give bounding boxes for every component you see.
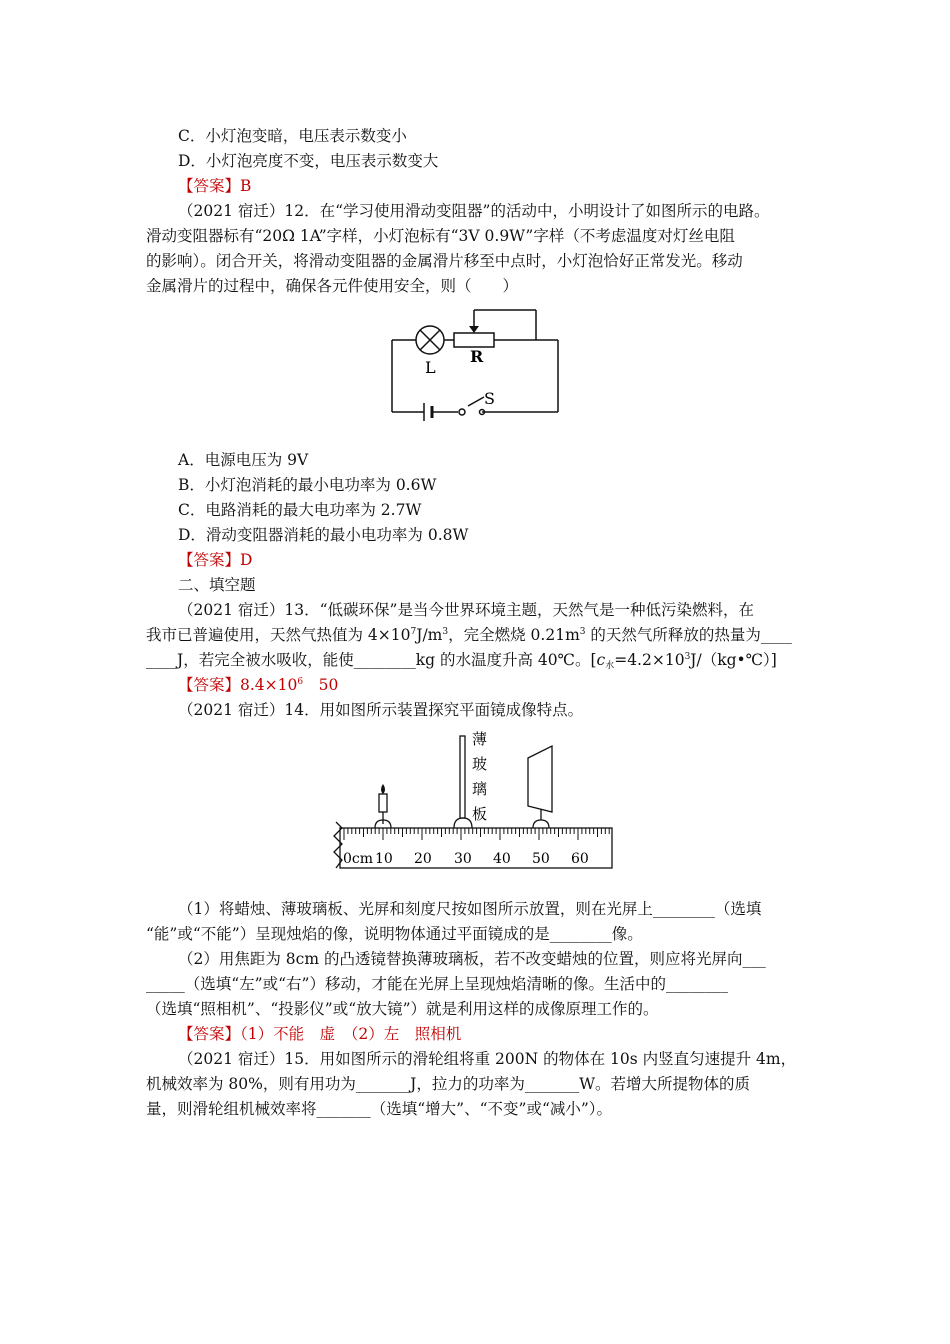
ruler-tick-40: 40 bbox=[493, 851, 511, 867]
glass-label-char-3: 璃 bbox=[472, 780, 488, 798]
q13-stem-line3: ____J，若完全被水吸收，能使________kg 的水温度升高 40℃。$[c_水=4.2\times 10^3J/(kg•℃)]$ bbox=[146, 651, 777, 671]
q12-stem-line1: （2021 宿迁）12．在“学习使用滑动变阻器”的活动中，小明设计了如图所示的电路。 bbox=[178, 202, 770, 220]
section-heading: 二、填空题 bbox=[178, 576, 256, 594]
q12-stem-line2: 滑动变阻器标有“20Ω 1A”字样，小灯泡标有“3V 0.9W”字样（不考虑温度对灯丝电阻 bbox=[146, 227, 735, 245]
glass-label-char-4: 板 bbox=[472, 805, 488, 823]
q14-part2-line3: （选填“照相机”、“投影仪”或“放大镜”）就是利用这样的成像原理工作的。 bbox=[146, 1000, 659, 1018]
q13-stem-line2: 我市已普遍使用，天然气热值为 $4\times 10^7J/m^3$，完全燃烧 $0.21m^3$ 的天然气所释放的热量为____ bbox=[146, 626, 792, 644]
mirror-experiment-figure bbox=[330, 724, 620, 874]
q12-answer: 【答案】D bbox=[178, 551, 253, 569]
lamp-label: L bbox=[425, 358, 436, 377]
ruler-tick-30: 30 bbox=[454, 851, 472, 867]
q14-part1-line1: （1）将蜡烛、薄玻璃板、光屏和刻度尺按如图所示放置，则在光屏上________（选填 bbox=[178, 900, 762, 918]
q11-option-d: D．小灯泡亮度不变，电压表示数变大 bbox=[178, 152, 439, 170]
ruler-tick-50: 50 bbox=[532, 851, 550, 867]
q13-stem-line1: （2021 宿迁）13．“低碳环保”是当今世界环境主题，天然气是一种低污染燃料，在 bbox=[178, 601, 754, 619]
q14-part2-line2: _____（选填“左”或“右”）移动，才能在光屏上呈现烛焰清晰的像。生活中的________ bbox=[146, 975, 728, 993]
q14-stem-line1: （2021 宿迁）14．用如图所示装置探究平面镜成像特点。 bbox=[178, 701, 584, 719]
q14-answer: 【答案】（1）不能 虚 （2）左 照相机 bbox=[178, 1025, 462, 1043]
q15-stem-line3: 量，则滑轮组机械效率将_______（选填“增大”、“不变”或“减小”）。 bbox=[146, 1100, 613, 1118]
q12-stem-line3: 的影响）。闭合开关，将滑动变阻器的金属滑片移至中点时，小灯泡恰好正常发光。移动 bbox=[146, 252, 743, 270]
circuit-diagram bbox=[386, 300, 566, 422]
ruler-tick-20: 20 bbox=[414, 851, 432, 867]
q12-stem-line4: 金属滑片的过程中，确保各元件使用安全，则（ ） bbox=[146, 277, 519, 295]
q12-option-b: B．小灯泡消耗的最小电功率为 0.6W bbox=[178, 476, 437, 494]
q12-option-c: C．电路消耗的最大电功率为 2.7W bbox=[178, 501, 422, 519]
q14-part2-line1: （2）用焦距为 8cm 的凸透镜替换薄玻璃板，若不改变蜡烛的位置，则应将光屏向___ bbox=[178, 950, 766, 968]
glass-label-char-1: 薄 bbox=[472, 730, 488, 748]
ruler-tick-10: 10 bbox=[375, 851, 393, 867]
q14-part1-line2: “能”或“不能”）呈现烛焰的像，说明物体通过平面镜成的是________像。 bbox=[146, 925, 643, 943]
rheostat-label: R bbox=[470, 347, 484, 366]
ruler-tick-0: 0cm bbox=[343, 851, 374, 867]
q15-stem-line2: 机械效率为 80%，则有用功为_______J，拉力的功率为_______W。若增大所提物体的质 bbox=[146, 1075, 751, 1093]
q11-answer: 【答案】B bbox=[178, 177, 252, 195]
q11-option-c: C．小灯泡变暗，电压表示数变小 bbox=[178, 127, 407, 145]
q12-option-a: A．电源电压为 9V bbox=[178, 451, 309, 469]
q13-answer: 【答案】$8.4\times 10^6$ 50 bbox=[178, 676, 339, 694]
ruler-tick-60: 60 bbox=[571, 851, 589, 867]
glass-label-char-2: 玻 bbox=[472, 755, 488, 773]
q15-stem-line1: （2021 宿迁）15．用如图所示的滑轮组将重 200N 的物体在 10s 内竖直匀速提升 4m， bbox=[178, 1050, 797, 1068]
switch-label: S bbox=[484, 389, 495, 408]
q12-option-d: D．滑动变阻器消耗的最小电功率为 0.8W bbox=[178, 526, 469, 544]
